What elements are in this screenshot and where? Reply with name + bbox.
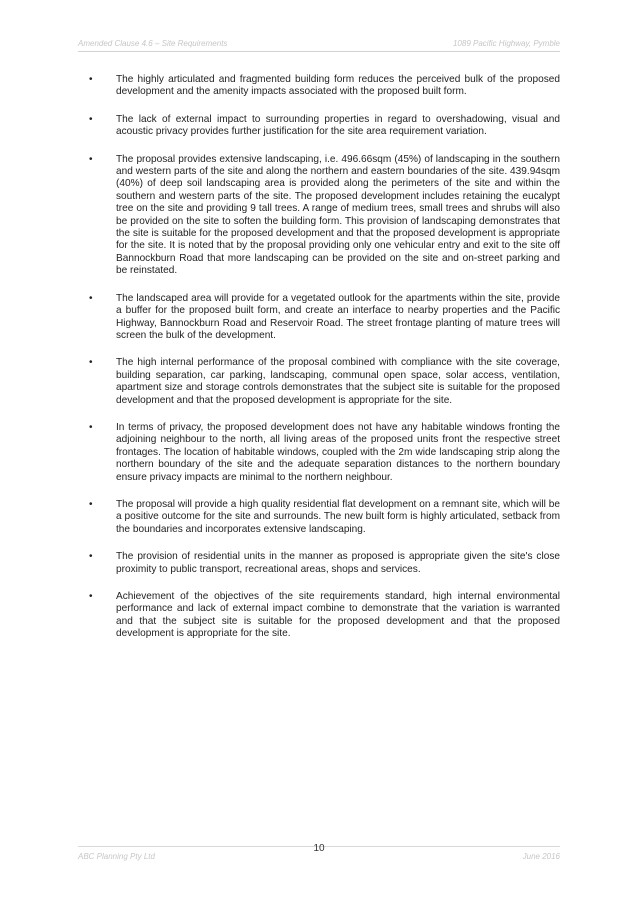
header-site-address: 1089 Pacific Highway, Pymble bbox=[452, 39, 560, 48]
bullet-text: In terms of privacy, the proposed development does not have any habitable windows fronting the adjoining neighbour to the north, all living areas of the proposed units front the respective street frontages. The location of habitable windows, coupled with the 2m wide landscaping strip along the northern boundary of the site and the adequate separation distances to the northern boundary ensure privacy impacts are minimal to the northern neighbour. bbox=[116, 421, 560, 483]
list-item bbox=[78, 422, 560, 484]
bullet-text: The provision of residential units in the manner as proposed is appropriate given the site's close proximity to public transport, recreational areas, shops and services. bbox=[116, 551, 560, 575]
bullet-icon: • bbox=[89, 498, 93, 510]
list-item bbox=[78, 293, 560, 343]
bullet-text: The proposal provides extensive landscaping, i.e. 496.66sqm (45%) of landscaping in the southern and western parts of the site and along the northern and eastern boundaries of the site. 439.94sqm (40%) of deep soil landscaping area is provided along the perimeters of the site and within the southern and western parts of the site. The proposed development includes retaining the eucalypt tree on the site and providing 9 tall trees. A range of medium trees, small trees and shrubs will also be provided on the site to soften the building form. This provision of landscaping demonstrates that the site is suitable for the proposed development and that the proposed development is appropriate for the site. It is noted that by the proposal providing only one vehicular entry and exit to the site off Bannockburn Road that more landscaping can be provided on the site and on-street parking and be reinstated. bbox=[116, 153, 560, 277]
bullet-icon: • bbox=[89, 551, 93, 563]
bullet-text: Achievement of the objectives of the site requirements standard, high internal environmental performance and lack of external impact combine to demonstrate that the variation is warranted and that the subject site is suitable for the proposed development and that the proposed development is appropriate for the site. bbox=[116, 591, 560, 640]
footer-company-name: ABC Planning Pty Ltd bbox=[78, 852, 155, 861]
body-content bbox=[78, 74, 560, 656]
bullet-icon: • bbox=[89, 421, 93, 433]
bullet-text: The landscaped area will provide for a vegetated outlook for the apartments within the site, provide a buffer for the proposed built form, and create an interface to nearby properties and the Pacific Highway, Bannockburn Road and Reservoir Road. The street frontage planting of mature trees will screen the bulk of the development. bbox=[116, 292, 560, 341]
header-document-title: Amended Clause 4.6 – Site Requirements bbox=[78, 39, 228, 48]
list-item bbox=[78, 591, 560, 641]
bullet-text: The lack of external impact to surrounding properties in regard to overshadowing, visual and acoustic privacy provides further justification for the site area requirement variation. bbox=[116, 113, 560, 138]
bullet-icon: • bbox=[89, 357, 93, 369]
bullet-icon: • bbox=[89, 113, 93, 125]
page-footer bbox=[78, 843, 560, 863]
list-item bbox=[78, 551, 560, 576]
bullet-text: The highly articulated and fragmented building form reduces the perceived bulk of the proposed development and the amenity impacts associated with the proposed built form. bbox=[116, 74, 560, 98]
page-header bbox=[78, 39, 560, 52]
list-item bbox=[78, 154, 560, 278]
bullet-icon: • bbox=[89, 591, 93, 602]
bullet-text: The proposal will provide a high quality residential flat development on a remnant site, which will be a positive outcome for the site and surrounds. The new built form is highly articulated, setback from the boundaries and incorporates extensive landscaping. bbox=[116, 498, 560, 535]
list-item bbox=[78, 499, 560, 536]
bullet-icon: • bbox=[89, 74, 93, 85]
page-number: 10 bbox=[313, 843, 325, 854]
footer-date: June 2016 bbox=[522, 852, 560, 861]
bullet-icon: • bbox=[89, 153, 93, 165]
list-item bbox=[78, 114, 560, 139]
bullet-icon: • bbox=[89, 292, 93, 304]
bullet-text: The high internal performance of the proposal combined with compliance with the site coverage, building separation, car parking, landscaping, communal open space, solar access, ventilation, apartment size and storage controls demonstrates that the subject site is suitable for the proposed development and that the proposed development is appropriate for the site. bbox=[116, 357, 560, 406]
list-item bbox=[78, 74, 560, 99]
bullet-list bbox=[78, 74, 560, 641]
list-item bbox=[78, 357, 560, 407]
